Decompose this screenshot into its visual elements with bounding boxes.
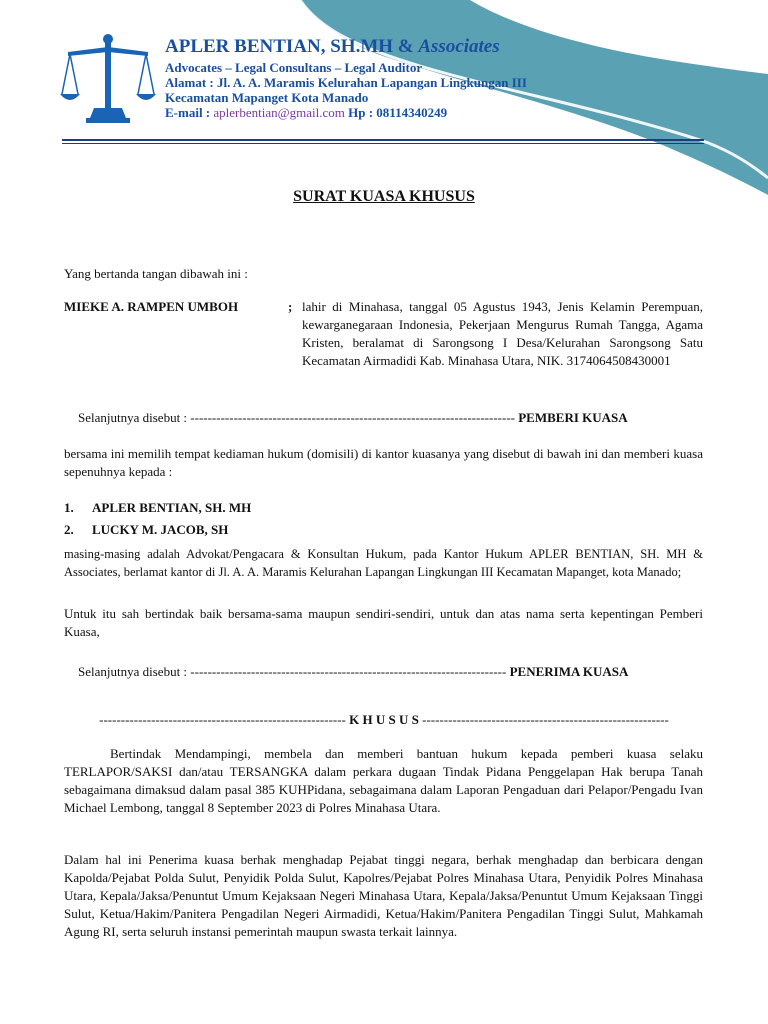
pemberi-kuasa-label: PEMBERI KUASA: [518, 410, 628, 425]
attorney-number: 1.: [64, 500, 74, 515]
referred-as-grantee: [78, 663, 704, 681]
grantor-name: MIEKE A. RAMPEN UMBOH: [64, 299, 239, 314]
attorneys-description: masing-masing adalah Advokat/Pengacara & Konsultan Hukum, pada Kantor Hukum APLER BENTIAN, SH. MH & Associates, berlamat kantor di Jl. A. A. Maramis Kelurahan Lapangan Lingkungan III Kecamatan Mapanget, kota Manado;: [64, 547, 703, 579]
attorney-number: 2.: [64, 522, 74, 537]
email-label: E-mail :: [165, 105, 211, 120]
letterhead-rule-thin: [62, 143, 704, 144]
khusus-divider: [0, 711, 768, 729]
scales-of-justice-icon: [60, 32, 160, 124]
penerima-kuasa-label: PENERIMA KUASA: [509, 664, 629, 679]
khusus-label: K H U S U S: [349, 712, 419, 727]
intro-text: Yang bertanda tangan dibawah ini :: [64, 266, 248, 281]
referred-prefix: Selanjutnya disebut : ---------------------------------------------------------------------------: [78, 410, 515, 425]
email-link[interactable]: aplerbentian@gmail.com: [213, 105, 345, 120]
firm-services: Advocates – Legal Consultans – Legal Auditor: [165, 60, 423, 75]
domicile-paragraph: bersama ini memilih tempat kediaman hukum (domisili) di kantor kuasanya yang disebut di bawah ini dan memberi kuasa sepenuhnya kepada :: [64, 446, 703, 479]
letterhead-rule: [62, 139, 704, 141]
firm-address-line1: Alamat : Jl. A. A. Maramis Kelurahan Lapangan Lingkungan III: [165, 75, 527, 90]
firm-contact: [165, 105, 527, 120]
phone: Hp : 08114340249: [348, 105, 448, 120]
letterhead: [165, 36, 527, 120]
referred-as-grantor: [78, 409, 704, 427]
firm-name-associates: Associates: [418, 36, 500, 57]
attorney-name: APLER BENTIAN, SH. MH: [92, 500, 252, 515]
khusus-dashes-right: ---------------------------------------------------------: [422, 712, 669, 727]
firm-address-line2: Kecamatan Mapanget Kota Manado: [165, 90, 369, 105]
grantor-separator: ;: [288, 299, 293, 314]
attorney-name: LUCKY M. JACOB, SH: [92, 522, 229, 537]
act-for-paragraph: Untuk itu sah bertindak baik bersama-sama maupun sendiri-sendiri, untuk dan atas nama serta kepentingan Pemberi Kuasa,: [64, 606, 703, 639]
khusus-dashes-left: ---------------------------------------------------------: [99, 712, 346, 727]
firm-name-main: APLER BENTIAN, SH.MH &: [165, 36, 414, 57]
mandate-paragraph: Bertindak Mendampingi, membela dan memberi bantuan hukum kepada pemberi kuasa selaku TERLAPOR/SAKSI dan/atau TERSANGKA dalam perkara dugaan Tindak Pidana Penggelapan Hak berupa Tanah sebagaimana dimaksud dalam pasal 385 KUHPidana, sebagaimana dalam Laporan Pengaduan dari Pelapor/Pengadu Ivan Michael Lembong, tanggal 8 September 2023 di Polres Minahasa Utara.: [64, 746, 703, 815]
referred-prefix: Selanjutnya disebut : -------------------------------------------------------------------------: [78, 664, 507, 679]
grantor-description: lahir di Minahasa, tanggal 05 Agustus 1943, Jenis Kelamin Perempuan, kewarganegaraan Indonesia, Pekerjaan Mengurus Rumah Tangga, Agama Kristen, beralamat di Sarongsong I Desa/Kelurahan Sarongsong Satu Kecamatan Airmadidi Kab. Minahasa Utara, NIK. 3174064508430001: [302, 299, 703, 368]
document-title: SURAT KUASA KHUSUS: [293, 188, 475, 205]
authority-paragraph: Dalam hal ini Penerima kuasa berhak menghadap Pejabat tinggi negara, berhak menghadap dan berbicara dengan Kapolda/Pejabat Polda Sulut, Penyidik Polda Sulut, Kapolres/Pejabat Polres Minahasa Utara, Penyidik Polres Minahasa Utara, Kepala/Jaksa/Penuntut Umum Kejaksaan Negeri Minahasa Utara, Kepala/Jaksa/Penuntut Umum Kejaksaan Tinggi Sulut, Ketua/Hakim/Panitera Pengadilan Negeri Airmadidi, Ketua/Hakim/Panitera Pengadilan Tinggi Sulut, Mahkamah Agung RI, serta seluruh instansi pemerintah maupun swasta terkait lainnya.: [64, 852, 703, 939]
firm-name: [165, 36, 527, 58]
